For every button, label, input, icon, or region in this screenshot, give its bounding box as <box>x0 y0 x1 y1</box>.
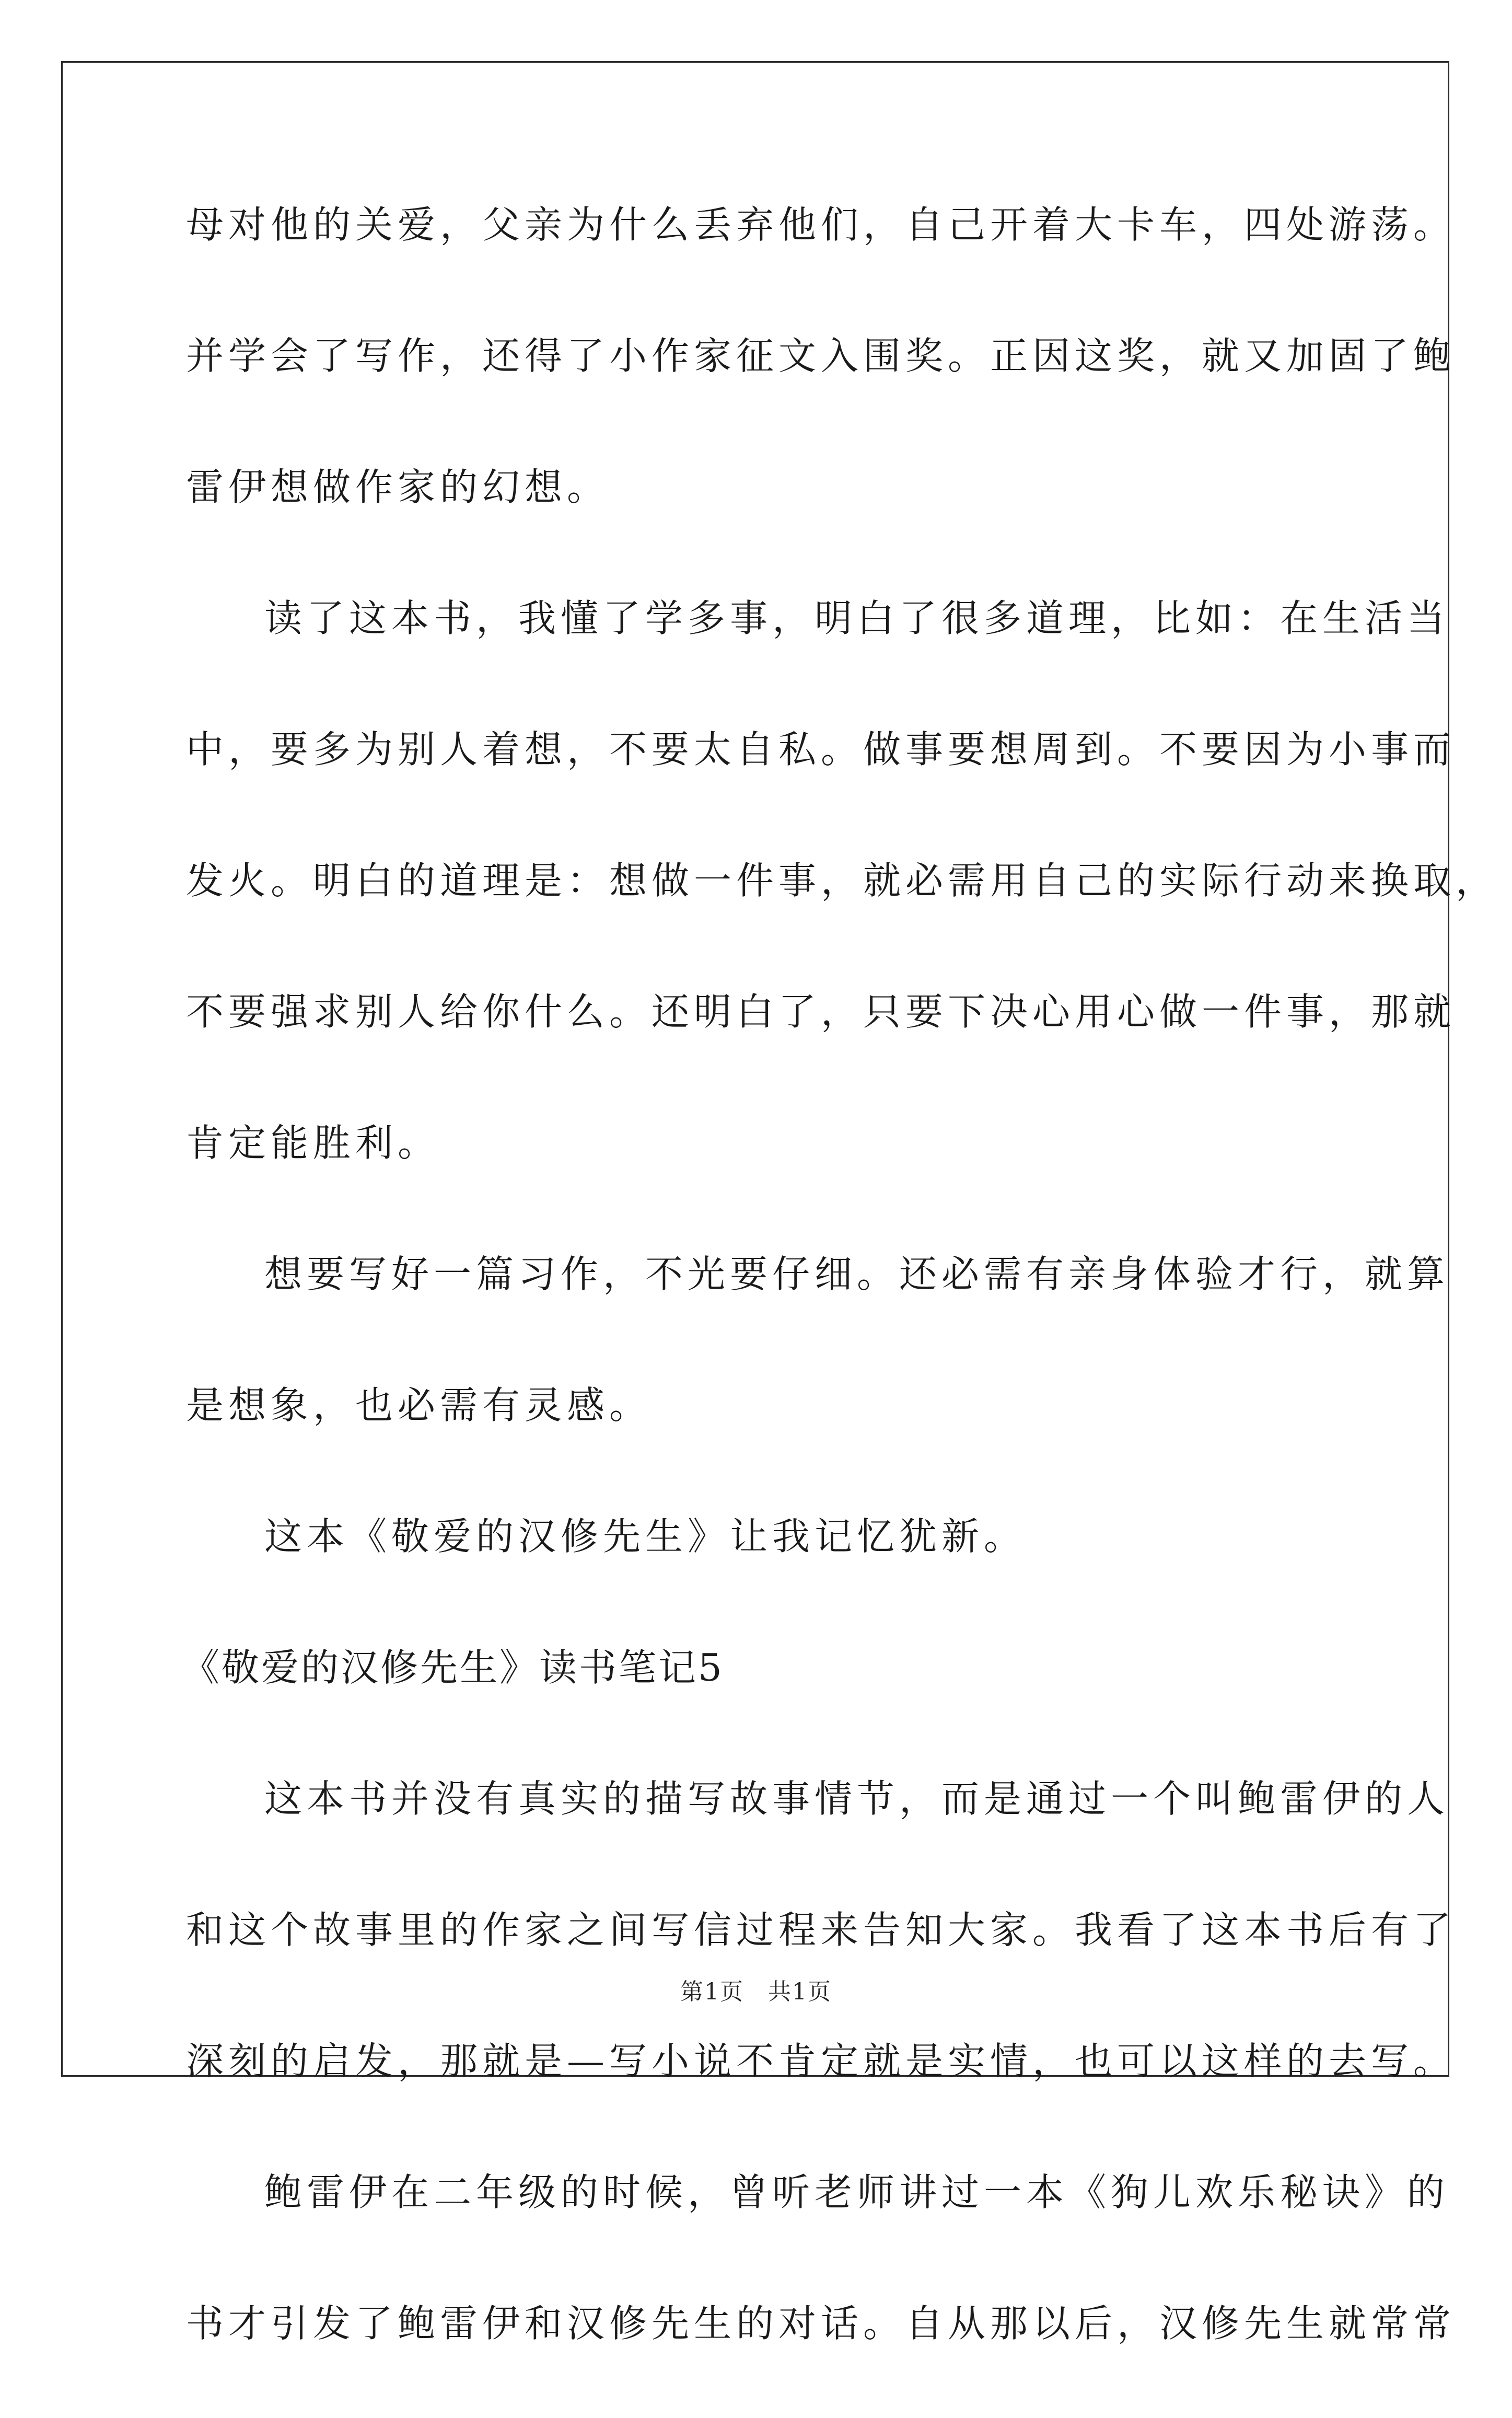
text-line: 和这个故事里的作家之间写信过程来告知大家。我看了这本书后有了 <box>186 1908 1456 1952</box>
text-line: 发火。明白的道理是：想做一件事，就必需用自己的实际行动来换取， <box>186 859 1498 903</box>
text-line: 雷伊想做作家的幻想。 <box>186 465 610 509</box>
text-line: 是想象，也必需有灵感。 <box>186 1383 652 1427</box>
text-line: 肯定能胜利。 <box>186 1121 440 1165</box>
document-body <box>182 188 1498 2418</box>
text-line: 中，要多为别人着想，不要太自私。做事要想周到。不要因为小事而 <box>186 727 1456 771</box>
text-line: 不要强求别人给你什么。还明白了，只要下决心用心做一件事，那就 <box>186 990 1456 1034</box>
paragraph-start-line: 读了这本书，我懂了学多事，明白了很多道理，比如：在生活当 <box>264 596 1450 640</box>
text-line: 并学会了写作，还得了小作家征文入围奖。正因这奖，就又加固了鲍 <box>186 334 1456 378</box>
paragraph-start-line: 想要写好一篇习作，不光要仔细。还必需有亲身体验才行，就算 <box>264 1252 1450 1296</box>
page-number-footer: 第1页 共1页 <box>680 1979 832 2005</box>
section-heading: 《敬爱的汉修先生》读书笔记5 <box>182 1646 724 1690</box>
paragraph-start-line: 鲍雷伊在二年级的时候，曾听老师讲过一本《狗儿欢乐秘诀》的 <box>264 2170 1450 2214</box>
text-line: 书才引发了鲍雷伊和汉修先生的对话。自从那以后，汉修先生就常常 <box>186 2301 1456 2345</box>
paragraph-start-line: 这本《敬爱的汉修先生》让我记忆犹新。 <box>264 1514 1027 1558</box>
text-line: 母对他的关爱，父亲为什么丢弃他们，自己开着大卡车，四处游荡。 <box>186 203 1456 247</box>
text-line: 深刻的启发，那就是—写小说不肯定就是实情，也可以这样的去写。 <box>186 2039 1456 2083</box>
paragraph-start-line: 这本书并没有真实的描写故事情节，而是通过一个叫鲍雷伊的人 <box>264 1777 1450 1821</box>
